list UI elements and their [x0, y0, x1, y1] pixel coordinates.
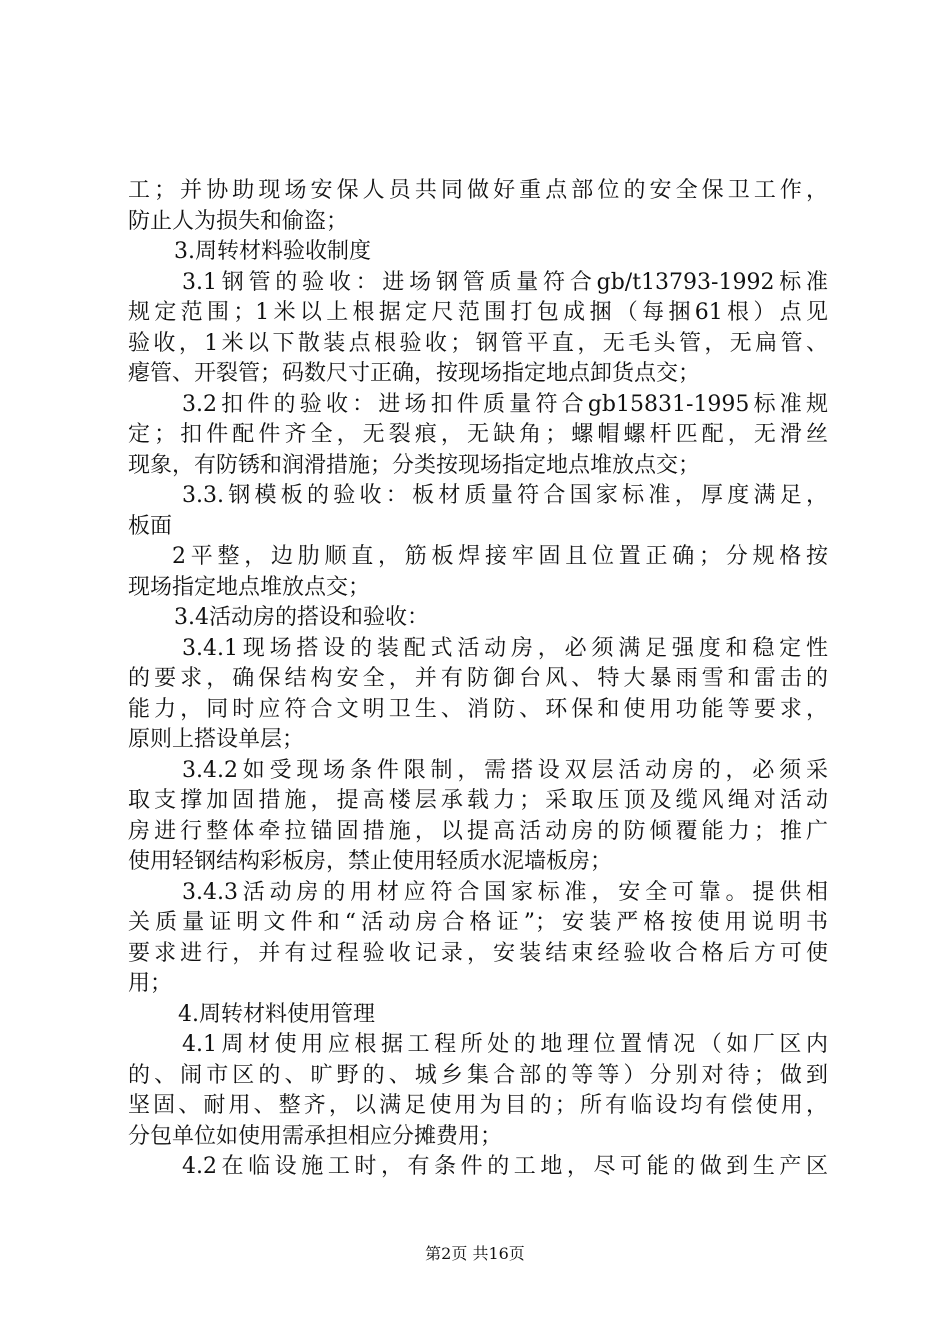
text-line: 工；并协助现场安保人员共同做好重点部位的安全保卫工作，	[128, 178, 828, 203]
text-line: 3.4.1现场搭设的装配式活动房，必须满足强度和稳定性	[182, 635, 828, 661]
text-line: 2平整，边肋顺直，筋板焊接牢固且位置正确；分规格按	[172, 544, 828, 569]
text-line: 分包单位如使用需承担相应分摊费用；	[128, 1123, 503, 1149]
text-line: 现象，有防锈和润滑措施；分类按现场指定地点堆放点交；	[128, 452, 701, 478]
text-line: 的要求，确保结构安全，并有防御台风、特大暴雨雪和雷击的	[128, 666, 828, 691]
text-line: 坚固、耐用、整齐，以满足使用为目的；所有临设均有偿使用，	[128, 1093, 828, 1118]
text-line: 3.1钢管的验收：进场钢管质量符合gb/t13793-1992标准	[182, 269, 828, 295]
page-number: 第2页 共16页	[425, 1244, 525, 1263]
text-line: 3.2扣件的验收：进场扣件质量符合gb15831-1995标准规	[182, 391, 828, 417]
section-heading: 3.周转材料验收制度	[174, 239, 371, 264]
text-line: 4.2在临设施工时，有条件的工地，尽可能的做到生产区	[182, 1154, 828, 1179]
text-line: 使用轻钢结构彩板房，禁止使用轻质水泥墙板房；	[128, 849, 613, 874]
text-line: 3.3.钢模板的验收：板材质量符合国家标准，厚度满足，	[182, 483, 828, 508]
text-line: 防止人为损失和偷盗；	[128, 208, 349, 234]
text-line: 关质量证明文件和“活动房合格证”；安装严格按使用说明书	[128, 910, 828, 935]
text-line: 的、闹市区的、旷野的、城乡集合部的等等）分别对待；做到	[128, 1062, 828, 1088]
text-line: 规定范围；1米以上根据定尺范围打包成捆（每捆61根）点见	[128, 300, 828, 325]
section-heading: 3.4活动房的搭设和验收：	[174, 605, 429, 630]
section-heading: 4.周转材料使用管理	[178, 1001, 375, 1027]
text-line: 房进行整体牵拉锚固措施，以提高活动房的防倾覆能力；推广	[128, 818, 828, 844]
text-line: 3.4.3活动房的用材应符合国家标准，安全可靠。提供相	[182, 879, 828, 905]
text-line: 取支撑加固措施，提高楼层承载力；采取压顶及缆风绳对活动	[128, 788, 828, 813]
text-line: 用；	[128, 971, 173, 996]
text-line: 3.4.2如受现场条件限制，需搭设双层活动房的，必须采	[182, 757, 828, 783]
text-line: 验收，1米以下散装点根验收；钢管平直，无毛头管，无扁管、	[128, 330, 828, 356]
text-line: 原则上搭设单层；	[128, 727, 305, 752]
document-body	[128, 176, 828, 1183]
text-line: 瘪管、开裂管；码数尺寸正确，按现场指定地点卸货点交；	[128, 361, 701, 386]
text-line: 现场指定地点堆放点交；	[128, 574, 371, 600]
text-line: 4.1周材使用应根据工程所处的地理位置情况（如厂区内	[182, 1032, 828, 1057]
text-line: 板面	[128, 513, 173, 539]
text-line: 能力，同时应符合文明卫生、消防、环保和使用功能等要求，	[128, 696, 828, 722]
text-line: 定；扣件配件齐全，无裂痕，无缺角；螺帽螺杆匹配，无滑丝	[128, 422, 828, 447]
text-line: 要求进行，并有过程验收记录，安装结束经验收合格后方可使	[128, 940, 828, 966]
